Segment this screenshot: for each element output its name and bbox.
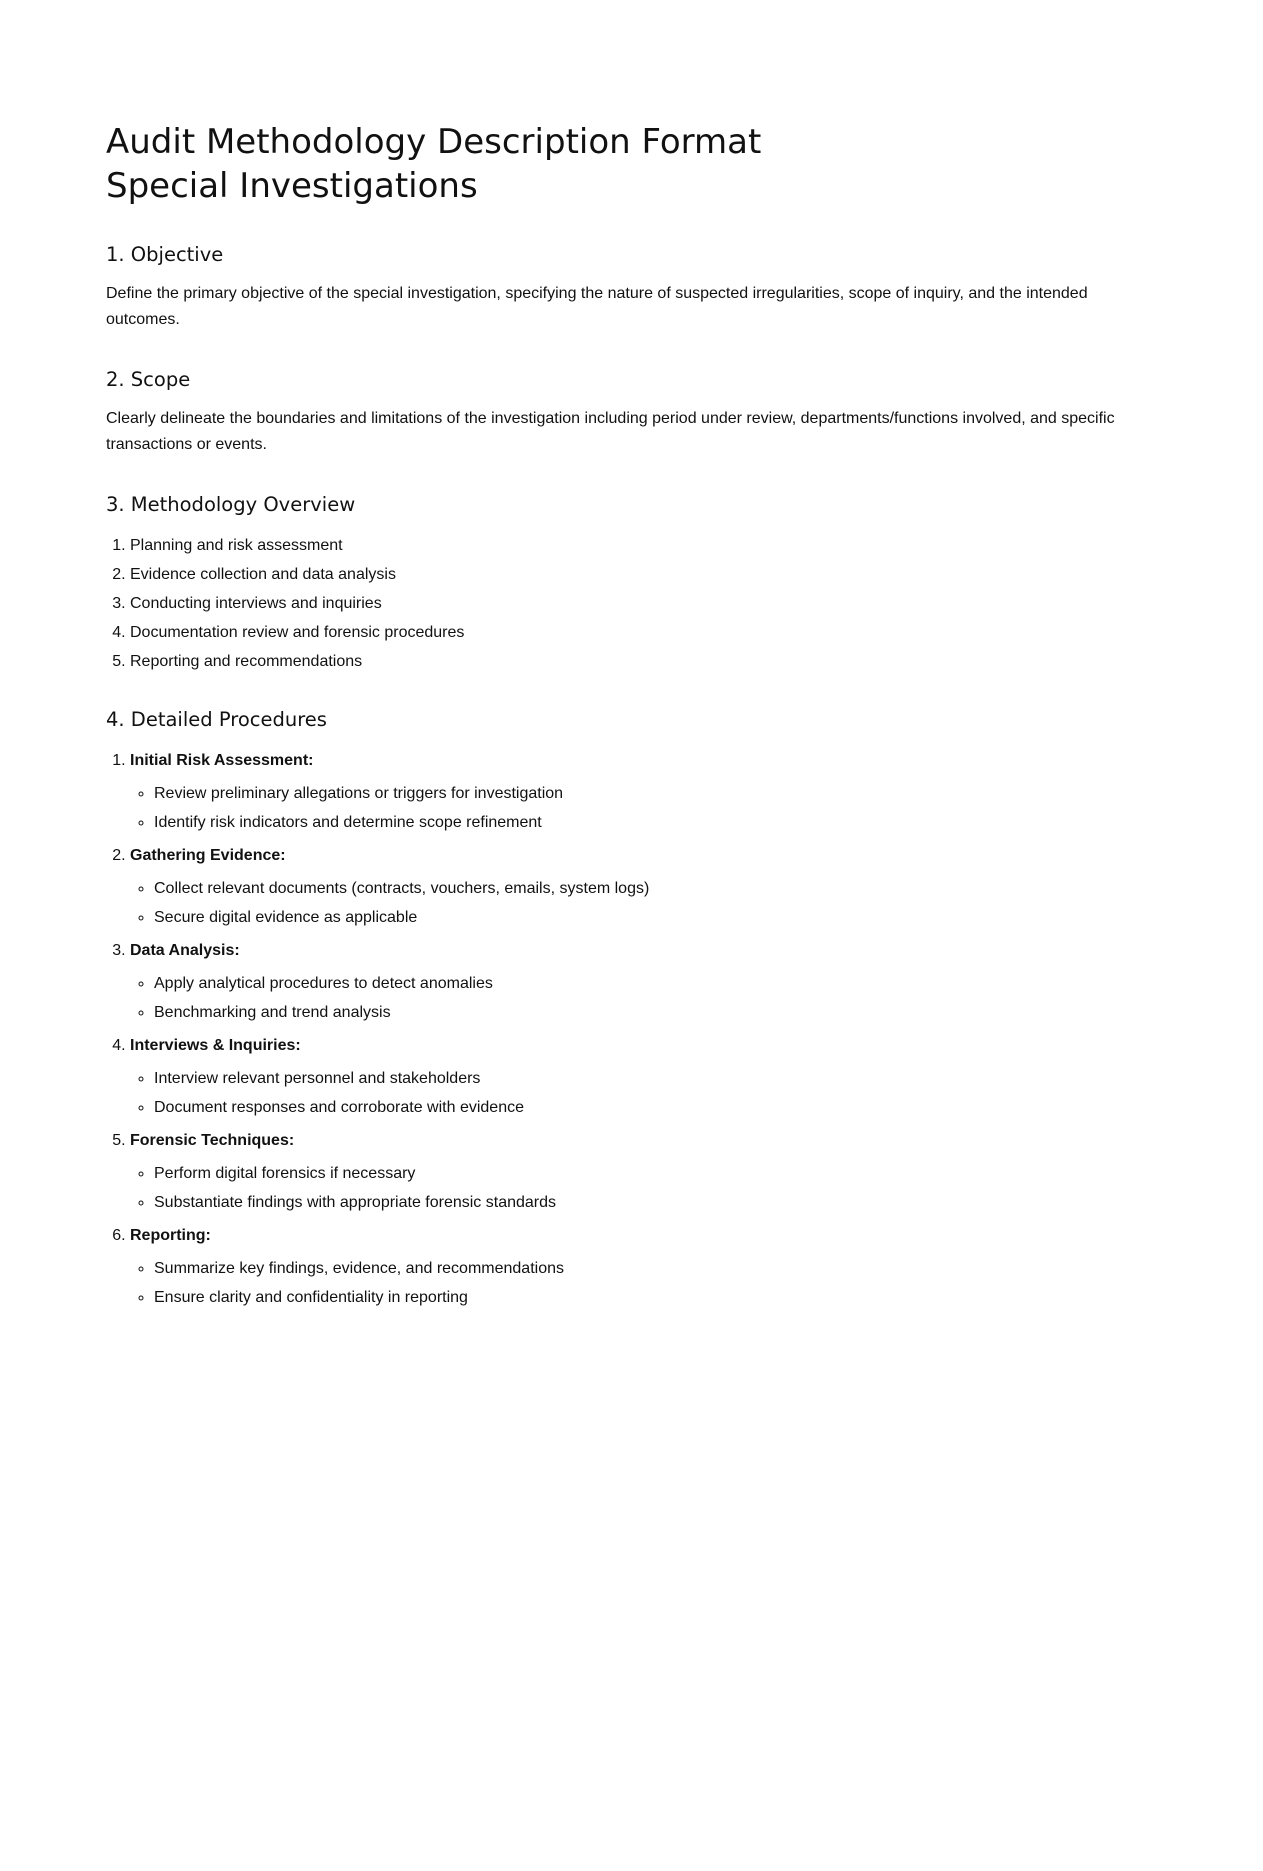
list-item: 3. Conducting interviews and inquiries xyxy=(130,589,1157,618)
list-item: 2. Evidence collection and data analysis xyxy=(130,560,1157,589)
procedure-step xyxy=(130,841,1157,932)
procedure-step-title: Forensic Techniques: xyxy=(130,1132,295,1149)
procedure-bullet: ◦ Secure digital evidence as applicable xyxy=(154,903,1157,932)
procedure-step xyxy=(130,1221,1157,1312)
section-heading-methodology-overview: 3. Methodology Overview xyxy=(106,493,356,516)
section-detailed-procedures xyxy=(106,707,1157,1312)
procedure-bullet-list xyxy=(130,1159,1157,1217)
methodology-overview-list xyxy=(106,531,1157,676)
section-objective xyxy=(106,242,1157,333)
procedure-step xyxy=(130,1126,1157,1217)
document-title-line-2: Special Investigations xyxy=(106,166,478,206)
procedure-bullet-list xyxy=(130,969,1157,1027)
procedure-bullet-list xyxy=(130,779,1157,837)
procedure-step-title: Data Analysis: xyxy=(130,942,240,959)
procedure-bullet: ◦ Interview relevant personnel and stakeholders xyxy=(154,1064,1157,1093)
procedure-step xyxy=(130,746,1157,837)
procedure-bullet: ◦ Collect relevant documents (contracts, vouchers, emails, system logs) xyxy=(154,874,1157,903)
list-item: 5. Reporting and recommendations xyxy=(130,647,1157,676)
procedure-bullet: ◦ Summarize key findings, evidence, and recommendations xyxy=(154,1254,1157,1283)
procedure-bullet: ◦ Identify risk indicators and determine scope refinement xyxy=(154,808,1157,837)
procedure-bullet-list xyxy=(130,1254,1157,1312)
procedure-bullet: ◦ Substantiate findings with appropriate forensic standards xyxy=(154,1188,1157,1217)
procedure-bullet: ◦ Perform digital forensics if necessary xyxy=(154,1159,1157,1188)
detailed-procedures-list xyxy=(106,746,1157,1312)
section-methodology-overview xyxy=(106,492,1157,676)
procedure-bullet-list xyxy=(130,874,1157,932)
document-title-line-1: Audit Methodology Description Format xyxy=(106,122,762,162)
list-item: 1. Planning and risk assessment xyxy=(130,531,1157,560)
procedure-bullet: ◦ Benchmarking and trend analysis xyxy=(154,998,1157,1027)
procedure-bullet: ◦ Review preliminary allegations or triggers for investigation xyxy=(154,779,1157,808)
procedure-step-title: Reporting: xyxy=(130,1227,211,1244)
procedure-step-title: Initial Risk Assessment: xyxy=(130,752,314,769)
procedure-bullet: ◦ Document responses and corroborate with evidence xyxy=(154,1093,1157,1122)
procedure-step xyxy=(130,936,1157,1027)
procedure-bullet-list xyxy=(130,1064,1157,1122)
procedure-step xyxy=(130,1031,1157,1122)
list-item: 4. Documentation review and forensic procedures xyxy=(130,618,1157,647)
section-heading-objective: 1. Objective xyxy=(106,243,224,266)
section-text-objective: Define the primary objective of the special investigation, specifying the nature of suspected irregularities, scope of inquiry, and the intended outcomes. xyxy=(106,285,1088,328)
section-text-scope: Clearly delineate the boundaries and limitations of the investigation including period under review, departments/functions involved, and specific transactions or events. xyxy=(106,410,1115,453)
procedure-bullet: ◦ Ensure clarity and confidentiality in reporting xyxy=(154,1283,1157,1312)
section-heading-scope: 2. Scope xyxy=(106,368,191,391)
procedure-bullet: ◦ Apply analytical procedures to detect anomalies xyxy=(154,969,1157,998)
document-title xyxy=(106,120,1157,208)
section-heading-detailed-procedures: 4. Detailed Procedures xyxy=(106,708,327,731)
section-scope xyxy=(106,367,1157,458)
procedure-step-title: Interviews & Inquiries: xyxy=(130,1037,301,1054)
procedure-step-title: Gathering Evidence: xyxy=(130,847,286,864)
